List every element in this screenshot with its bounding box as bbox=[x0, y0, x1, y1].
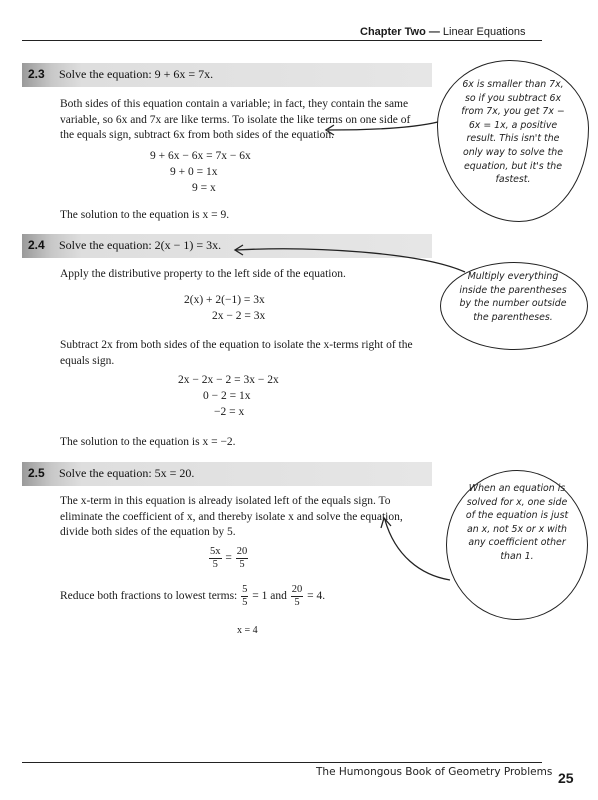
problem-number: 2.4 bbox=[28, 238, 45, 252]
footer-book-title: The Humongous Book of Geometry Problems bbox=[316, 766, 553, 778]
fraction: $\frac{20}{5}$ bbox=[236, 546, 248, 570]
explanation-2-3: Both sides of this equation contain a variable; in fact, they contain the same variable, so 6x and 7x are like terms. To isolate the like terms on one side of the equals sign, subtract 6x from both sides of the equation. bbox=[60, 98, 411, 141]
problem-statement: Solve the equation: 5x = 20. bbox=[59, 466, 195, 480]
problem-number: 2.3 bbox=[28, 67, 45, 81]
explanation-2-4b: Subtract 2x from both sides of the equation to isolate the x-terms right of the equals sign. bbox=[60, 339, 413, 367]
fraction: $\frac{5x}{5}$ bbox=[210, 546, 221, 570]
reduce-prefix: Reduce both fractions to lowest terms: bbox=[60, 590, 238, 603]
fraction: $\frac{5}{5}$ bbox=[242, 584, 248, 608]
explanation-2-4: Apply the distributive property to the left side of the equation. bbox=[60, 268, 346, 280]
explanation-2-5: The x-term in this equation is already isolated left of the equals sign. To eliminate the coefficient of x, and thereby isolate x and solve the equation, divide both sides of the equation by 5. bbox=[60, 495, 403, 538]
solution-2-4: The solution to the equation is x = −2. bbox=[60, 436, 236, 448]
chapter-dash: — bbox=[428, 26, 440, 38]
footer-rule bbox=[22, 762, 542, 763]
note-text: Multiply everything inside the parentheses by the number outside the parentheses. bbox=[459, 271, 567, 323]
arrow-icon bbox=[328, 120, 445, 130]
equation-line: 9 = x bbox=[192, 182, 216, 194]
equation-line: −2 = x bbox=[214, 406, 245, 418]
solution-2-3: The solution to the equation is x = 9. bbox=[60, 209, 230, 221]
note-text: 6x is smaller than 7x, so if you subtract 6x from 7x, you get 7x − 6x = 1x, a positive result. This isn't the only way to solve the equation, but it's the fastest. bbox=[461, 79, 565, 186]
equation-line: 2x − 2 = 3x bbox=[212, 310, 266, 322]
final-answer: x = 4 bbox=[237, 625, 258, 636]
page-number: 25 bbox=[558, 770, 574, 786]
reduce-line: Reduce both fractions to lowest terms: $\frac{5}{5}$ = 1 and $\frac{20}{5}$ = 4. bbox=[60, 584, 326, 608]
arrow-icon bbox=[385, 520, 450, 580]
problem-statement: Solve the equation: 2(x − 1) = 3x. bbox=[59, 238, 222, 252]
chapter-label: Chapter Two bbox=[360, 26, 426, 38]
section-label: Linear Equations bbox=[442, 26, 526, 38]
equation-line: 9 + 0 = 1x bbox=[170, 166, 218, 178]
equation-line: 9 + 6x − 6x = 7x − 6x bbox=[150, 150, 251, 162]
equation-line: 2x − 2x − 2 = 3x − 2x bbox=[178, 374, 279, 386]
equals-sign: = bbox=[225, 552, 232, 565]
arrow-icon bbox=[236, 249, 465, 272]
equation-line: 2(x) + 2(−1) = 3x bbox=[184, 294, 265, 306]
problem-statement: Solve the equation: 9 + 6x = 7x. bbox=[59, 67, 214, 81]
problem-number: 2.5 bbox=[28, 466, 45, 480]
equation-line: 0 − 2 = 1x bbox=[203, 390, 251, 402]
fraction: $\frac{20}{5}$ bbox=[291, 584, 303, 608]
note-text: When an equation is solved for x, one side of the equation is just an x, not 5x or x with any coefficient other than 1. bbox=[465, 483, 569, 562]
